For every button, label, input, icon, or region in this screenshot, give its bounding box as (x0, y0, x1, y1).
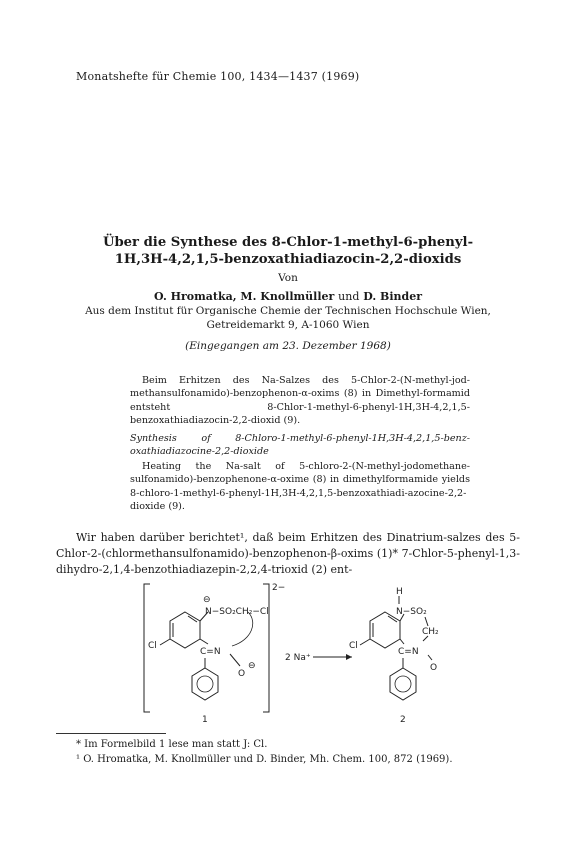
oxygen-label-left: O (238, 669, 246, 679)
minus-sign-top: ⊖ (203, 595, 211, 605)
minus-sign-o: ⊖ (248, 661, 256, 671)
cn-label-left: C=N (200, 647, 221, 657)
byline-von: Von (278, 272, 298, 284)
phenyl-ring-left (192, 668, 218, 700)
affiliation-line: Aus dem Institut für Organische Chemie der Technischen Hochschule Wien, (85, 305, 491, 317)
author-conjunction: und (338, 290, 360, 303)
charge-label: 2− (272, 583, 286, 593)
curved-arrow (232, 612, 253, 646)
abstract-english-text: Heating the Na-salt of 5-chloro-2-(N-methyl-jodomethane-sulfonamido)-benzophenone-α-oxime (8) in dimethylformamide yields 8-chloro-1-methyl-6-phenyl-1H,3H-4,2,1,5-benzoxathiadi-azocine-2,2-dioxide (9). (130, 461, 470, 513)
bracket-right (263, 584, 269, 712)
author-name: M. Knollmüller (240, 290, 335, 303)
title-line-2: 1H,3H-4,2,1,5-benzoxathiadiazocin-2,2-dioxids (114, 252, 462, 267)
abstract-english-title: Synthesis of 8-Chloro-1-methyl-6-phenyl-1H,3H-4,2,1,5-benz-oxathiadiazocine-2,2-dioxide (130, 433, 470, 458)
body-paragraph: Wir haben darüber berichtet¹, daß beim Erhitzen des Dinatrium-salzes des 5-Chlor-2-(chlormethansulfonamido)-benzophenon-β-oxims (1)* 7-Chlor-5-phenyl-1,3-dihydro-2,1,4-benzothiadiazepin-2,2,4-trioxid (2) ent- (56, 531, 520, 576)
footnote-1: ¹ O. Hromatka, M. Knollmüller und D. Binder, Mh. Chem. 100, 872 (1969). (76, 754, 453, 765)
h-label: H (396, 587, 403, 597)
footnote-divider (56, 733, 166, 734)
oxygen-label-right: O (430, 663, 438, 673)
chloro-label-right: Cl (349, 641, 358, 651)
author-name: D. Binder (363, 290, 422, 303)
benzene-ring-right (370, 612, 400, 648)
compound-label-1: 1 (202, 715, 208, 725)
n-so2-ch2-label: N−SO₂CH₂−Cl (205, 607, 269, 617)
reagent-label: 2 Na⁺ (285, 653, 311, 663)
cn-label-right: C=N (398, 647, 419, 657)
compound-label-2: 2 (400, 715, 406, 725)
footnote-star: * Im Formelbild 1 lese man statt J: Cl. (76, 739, 268, 750)
title-line-1: Über die Synthese des 8-Chlor-1-methyl-6-phenyl- (102, 235, 474, 250)
abstract-german-text: Beim Erhitzen des Na-Salzes des 5-Chlor-2-(N-methyl-jod-methansulfonamido)-benzophenon-α-oxims (8) in Dimethyl-formamid entsteht 8-Chlor-1-methyl-6-phenyl-1H,3H-4,2,1,5-benzoxathiadiazocin-2,2-dioxid (9). (130, 375, 470, 427)
chloro-label-left: Cl (148, 641, 157, 651)
received-date: (Eingegangen am 23. Dezember 1968) (185, 340, 391, 352)
n-so2-label: N−SO₂ (396, 607, 427, 617)
journal-header: Monatshefte für Chemie 100, 1434—1437 (1969) (76, 70, 360, 83)
benzene-ring-left (170, 612, 200, 648)
author-name: O. Hromatka, (154, 290, 237, 303)
phenyl-ring-right (390, 668, 416, 700)
ch2-label: CH₂ (422, 627, 439, 637)
affiliation-line: Getreidemarkt 9, A-1060 Wien (206, 319, 370, 331)
footnotes (56, 738, 520, 768)
